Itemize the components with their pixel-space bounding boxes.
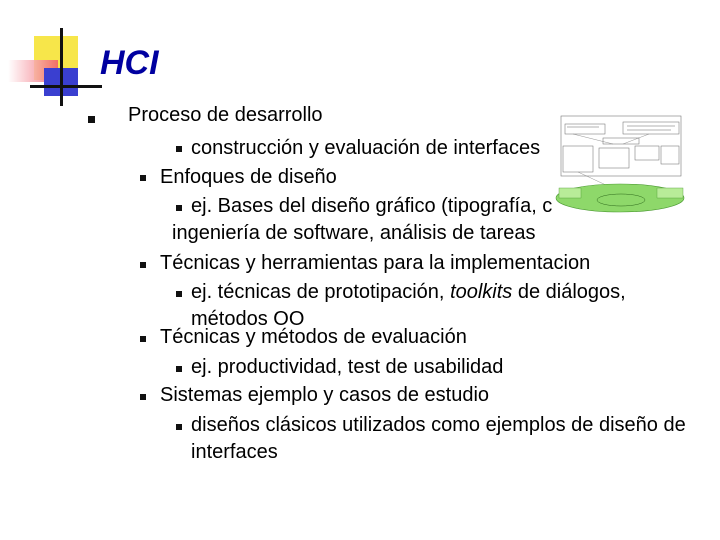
bullet-icon bbox=[176, 366, 182, 372]
item-emphasis: toolkits bbox=[450, 281, 513, 303]
bullet-icon bbox=[140, 394, 146, 400]
item-text: ej. técnicas de prototipación, bbox=[191, 281, 445, 303]
list-item: ej. Bases del diseño gráfico (tipografía, c bbox=[191, 195, 553, 217]
bullet-icon bbox=[140, 336, 146, 342]
list-item: Técnicas y herramientas para la implementacion bbox=[160, 252, 591, 274]
list-item: Enfoques de diseño bbox=[160, 166, 337, 188]
bullet-icon bbox=[140, 262, 146, 268]
bullet-icon bbox=[176, 146, 182, 152]
bullet-icon bbox=[176, 291, 182, 297]
list-item: Técnicas y métodos de evaluación bbox=[160, 326, 467, 348]
process-diagram-thumbnail bbox=[553, 110, 688, 215]
list-item: ej. productividad, test de usabilidad bbox=[191, 356, 504, 378]
list-item: ingeniería de software, análisis de tareas bbox=[172, 222, 536, 244]
list-item: interfaces bbox=[191, 441, 278, 463]
slide-title: HCI bbox=[100, 44, 159, 82]
list-item: diseños clásicos utilizados como ejemplos de diseño de bbox=[191, 414, 686, 436]
bullet-icon bbox=[176, 424, 182, 430]
list-item: Sistemas ejemplo y casos de estudio bbox=[160, 384, 490, 406]
bullet-icon bbox=[176, 205, 182, 211]
list-item bbox=[191, 280, 626, 304]
item-text: de diálogos, bbox=[517, 281, 626, 303]
list-item: métodos OO bbox=[191, 308, 305, 330]
list-item: construcción y evaluación de interfaces bbox=[191, 137, 541, 159]
heading-text: Proceso de desarrollo bbox=[128, 104, 323, 126]
bullet-icon bbox=[140, 175, 146, 181]
